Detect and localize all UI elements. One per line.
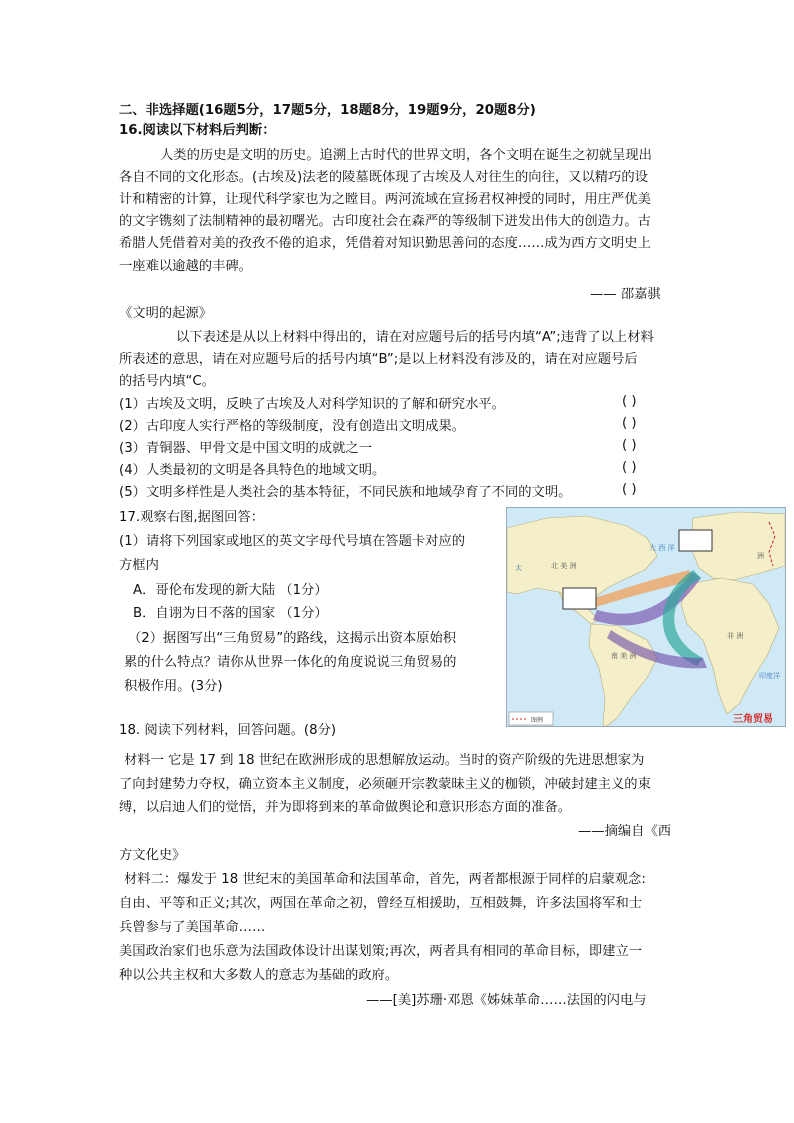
q17-line: 累的什么特点？请你从世界一体化的角度说说三角贸易的 — [124, 655, 457, 670]
q17-option-b: B．自诩为日不落的国家 （1分） — [133, 606, 328, 621]
q18-material1-source-cont: 方文化史》 — [119, 848, 186, 863]
q16-answer-blank-2: ( ) — [622, 416, 637, 431]
q16-item-4: (4）人类最初的文明是各具特色的地域文明。 — [119, 463, 386, 478]
q18-material2-line: 兵曾参与了美国革命…… — [119, 920, 266, 935]
q18-material2-line: 自由、平等和正义;其次，两国在革命之初，曾经互相援助，互相鼓舞，许多法国将军和士 — [119, 896, 643, 911]
q16-title: 16.阅读以下材料后判断： — [119, 123, 276, 138]
q17-line: 积极作用。(3分) — [124, 679, 223, 694]
q18-material2-line: 种以公共主权和大多数人的意志为基础的政府。 — [119, 968, 399, 983]
q18-material1-line: 材料一 它是 17 到 18 世纪在欧洲形成的思想解放运动。当时的资产阶级的先进思想家为 — [124, 753, 645, 768]
answer-box-europe[interactable] — [679, 530, 712, 551]
q18-title: 18. 阅读下列材料，回答问题。(8分) — [119, 723, 337, 738]
q16-item-2: (2）古印度人实行严格的等级制度，没有创造出文明成果。 — [119, 419, 466, 434]
q16-instruction-line: 的括号内填“C。 — [119, 374, 215, 389]
answer-box-america[interactable] — [563, 588, 596, 609]
q18-material1-source: ——摘编自《西 — [578, 824, 672, 839]
q17-line: （2）据图写出“三角贸易”的路线，这揭示出资本原始积 — [128, 631, 457, 646]
label-indian-ocean: 印度洋 — [759, 672, 780, 680]
label-atlantic: 大 西 洋 — [649, 544, 675, 552]
map-caption: 三角贸易 — [733, 714, 773, 725]
q16-passage-line: 希腊人凭借着对美的孜孜不倦的追求，凭借着对知识勤思善问的态度……成为西方文明史上 — [119, 236, 651, 251]
q16-attribution: —— 邵嘉骐 — [590, 287, 661, 302]
q18-material2-line: 材料二：爆发于 18 世纪末的美国革命和法国革命，首先，两者都根源于同样的启蒙观念: — [124, 872, 646, 887]
label-africa: 非 洲 — [727, 632, 744, 640]
q16-item-1: (1）古埃及文明，反映了古埃及人对科学知识的了解和研究水平。 — [119, 397, 505, 412]
q18-material2-source: ——[美]苏珊·邓恩《姊妹革命……法国的闪电与 — [366, 993, 647, 1008]
q16-passage-line: 各自不同的文化形态。(古埃及)法老的陵墓既体现了古埃及人对往生的向往，又以精巧的设 — [119, 170, 648, 185]
q17-line: (1）请将下列国家或地区的英文字母代号填在答题卡对应的 — [119, 534, 466, 549]
q16-answer-blank-1: ( ) — [622, 394, 637, 409]
map-graphic — [507, 508, 785, 726]
triangle-trade-map — [506, 507, 786, 727]
q16-answer-blank-4: ( ) — [622, 460, 637, 475]
q16-source: 《文明的起源》 — [119, 306, 213, 321]
q16-instruction-line: 所表述的意思，请在对应题号后的括号内填“B”;是以上材料没有涉及的，请在对应题号后 — [119, 352, 638, 367]
label-north-america: 北 美 洲 — [551, 562, 577, 570]
q18-material1-line: 了向封建势力夺权，确立资本主义制度，必须砸开宗教蒙昧主义的枷锁，冲破封建主义的束 — [119, 777, 651, 792]
q16-passage-line: 的文字镌刻了法制精神的最初曙光。古印度社会在森严的等级制下迸发出伟大的创造力。古 — [119, 214, 651, 229]
label-europe: 洲 — [757, 552, 764, 560]
q17-title: 17.观察右图,据图回答： — [119, 510, 265, 525]
q18-material1-line: 缚，以启迪人们的觉悟，并为即将到来的革命做舆论和意识形态方面的准备。 — [119, 800, 572, 815]
q16-passage-line: 一座难以逾越的丰碑。 — [119, 259, 252, 274]
q16-instruction-line: 以下表述是从以上材料中得出的，请在对应题号后的括号内填“A”;违背了以上材料 — [176, 330, 654, 345]
q16-answer-blank-5: ( ) — [622, 482, 637, 497]
q16-item-5: (5）文明多样性是人类社会的基本特征，不同民族和地域孕育了不同的文明。 — [119, 485, 572, 500]
q18-material2-line: 美国政治家们也乐意为法国政体设计出谋划策;再次，两者具有相同的革命目标，即建立一 — [119, 944, 643, 959]
label-south-america: 南 美 洲 — [611, 652, 637, 660]
q16-passage-line: 计和精密的计算，让现代科学家也为之瞠目。两河流域在宣扬君权神授的同时，用庄严优美 — [119, 192, 651, 207]
q16-item-3: (3）青铜器、甲骨文是中国文明的成就之一 — [119, 441, 372, 456]
q16-passage-line: 人类的历史是文明的历史。追溯上古时代的世界文明，各个文明在诞生之初就呈现出 — [160, 148, 652, 163]
legend-label: 图例 — [531, 717, 544, 724]
q17-option-a: A．哥伦布发现的新大陆 （1分） — [133, 583, 328, 598]
q16-answer-blank-3: ( ) — [622, 438, 637, 453]
label-pacific: 太 — [515, 564, 522, 572]
q17-line: 方框内 — [119, 558, 159, 573]
section-title: 二、非选择题(16题5分，17题5分，18题8分，19题9分，20题8分) — [119, 103, 536, 118]
